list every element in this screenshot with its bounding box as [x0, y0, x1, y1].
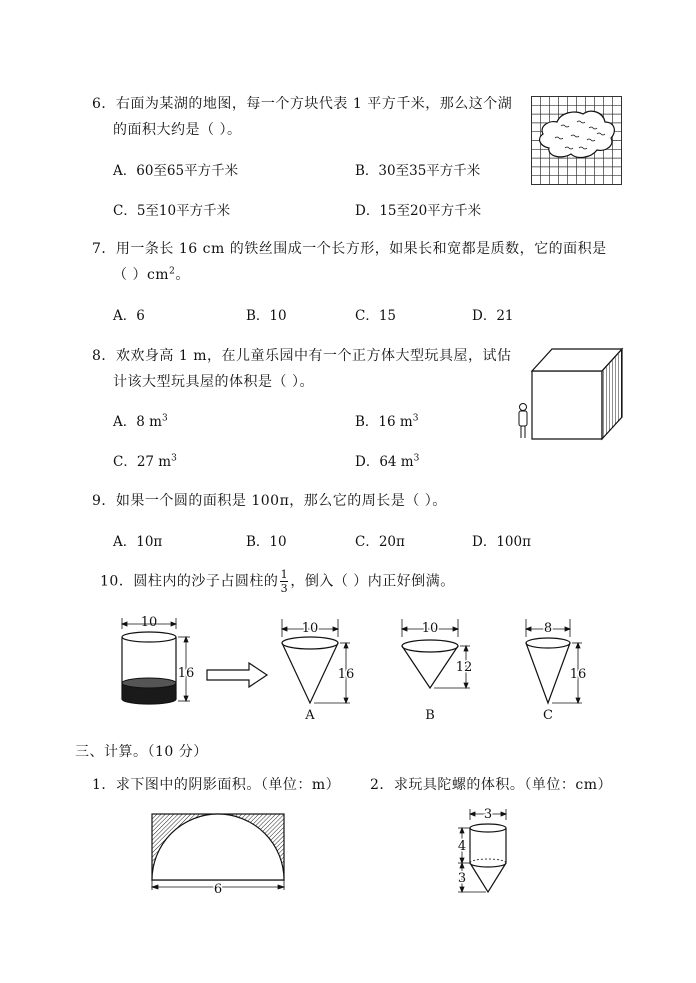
q7-option-a[interactable]: A．6 [113, 308, 145, 324]
q6-option-c[interactable]: C．5至10平方千米 [113, 203, 231, 219]
calc-problem-1: 1．求下图中的阴影面积。（单位：m） [92, 777, 341, 793]
width-label: 6 [213, 882, 223, 896]
q6-option-b[interactable]: B．30至35平方千米 [355, 163, 481, 179]
fraction-one-third: $\frac{1}{3}$ [280, 568, 289, 595]
q7-line1: 7．用一条长 16 cm 的铁丝围成一个长方形，如果长和宽都是质数，它的面积是 [92, 241, 607, 257]
cone-c-label: C [543, 708, 553, 723]
spinning-top-figure [450, 806, 530, 906]
sand-cylinder-figure [110, 615, 200, 715]
q6-line1: 6．右面为某湖的地图，每一个方块代表 1 平方千米，那么这个湖 [92, 96, 513, 112]
cone-b-label: B [425, 708, 435, 723]
cone-b-diameter-label: 10 [421, 621, 439, 636]
q8-line1: 8．欢欢身高 1 m，在儿童乐园中有一个正方体大型玩具屋，试估 [92, 348, 512, 364]
semicircle-shaded-figure [148, 810, 288, 896]
cube-playhouse-figure [510, 344, 635, 444]
q8-option-c[interactable]: C．27 $m^3$ [113, 453, 177, 470]
lake-shape [540, 111, 615, 157]
cone-c-height-label: 16 [569, 667, 587, 682]
q9-line1: 9．如果一个圆的面积是 100π，那么它的周长是（ ）。 [92, 493, 447, 509]
cylinder-height-label: 16 [177, 666, 195, 681]
q9-option-b[interactable]: B．10 [246, 534, 287, 550]
cone-c-diameter-label: 8 [543, 621, 553, 636]
child-figure [519, 404, 527, 439]
q6-option-d[interactable]: D．15至20平方千米 [355, 203, 482, 219]
cone-c-figure[interactable] [520, 615, 600, 725]
lake-map-figure [531, 96, 623, 186]
q8-option-a[interactable]: A．8 $m^3$ [113, 413, 168, 430]
q9-option-d[interactable]: D．100π [472, 534, 531, 550]
q7-line2: （ ）$cm^2$。 [113, 266, 190, 283]
q6-option-a[interactable]: A．60至65平方千米 [113, 163, 239, 179]
cylinder-diameter-label: 10 [140, 615, 158, 630]
q8-line2: 计该大型玩具屋的体积是（ ）。 [113, 374, 314, 390]
q8-option-b[interactable]: B．16 $m^3$ [355, 413, 419, 430]
cube-front [532, 371, 602, 439]
cone-part-height-label: 3 [457, 871, 467, 886]
q8-option-d[interactable]: D．64 $m^3$ [355, 453, 420, 470]
q9-option-c[interactable]: C．20π [355, 534, 405, 550]
q9-option-a[interactable]: A．10π [113, 534, 163, 550]
cone-b-height-label: 12 [455, 660, 473, 675]
cone-a-height-label: 16 [337, 667, 355, 682]
cone-b-figure[interactable] [398, 615, 478, 725]
cone-a-diameter-label: 10 [301, 621, 319, 636]
cylinder-part-height-label: 4 [457, 839, 467, 854]
section3-heading: 三、计算。（10 分） [75, 744, 208, 760]
cone-a-label: A [305, 708, 315, 723]
q7-option-b[interactable]: B．10 [246, 308, 287, 324]
q6-line2: 的面积大约是（ ）。 [113, 122, 242, 138]
calc-problem-2: 2．求玩具陀螺的体积。（单位：cm） [370, 777, 613, 793]
top-diameter-label: 3 [483, 807, 493, 822]
q7-option-d[interactable]: D．21 [472, 308, 514, 324]
q10-line1: 10．圆柱内的沙子占圆柱的 $\frac{1}{3}$ ，倒入（ ）内正好倒满。 [100, 568, 455, 595]
cone-a-figure[interactable] [278, 615, 358, 725]
q7-option-c[interactable]: C．15 [355, 308, 397, 324]
arrow-icon [205, 660, 271, 690]
